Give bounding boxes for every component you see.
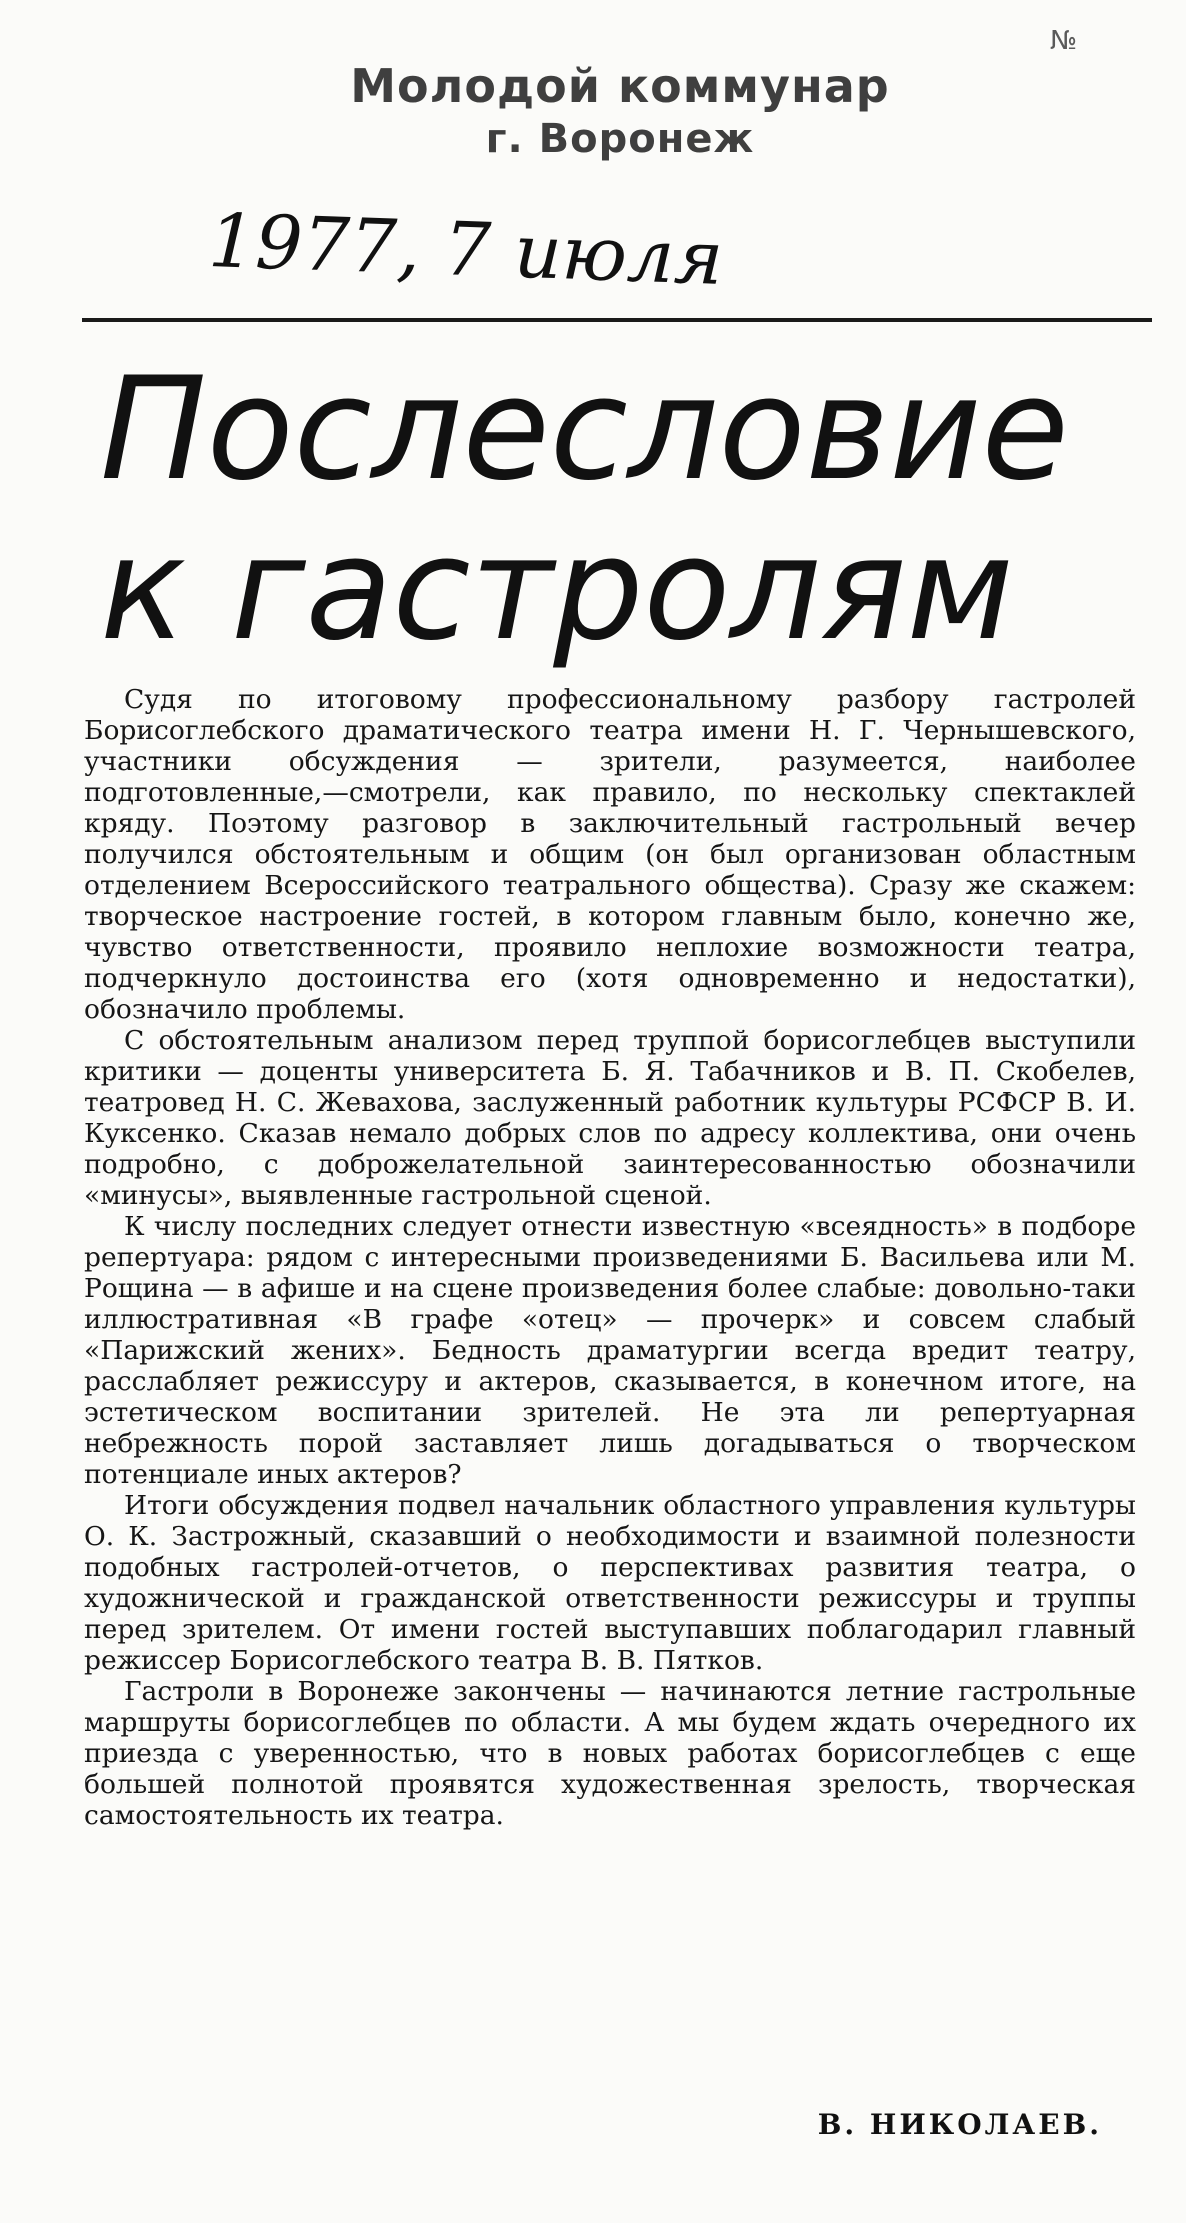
- article-paragraph-3: К числу последних следует отнести известную «всеядность» в подборе репертуара: рядом с интересными произведениями Б. Васильева или М. Рощина — в афише и на сцене произведения более слабые: довольно-таки иллюстративная «В графе «отец» — прочерк» и совсем слабый «Парижский жених». Бедность драматургии всегда вредит театру, расслабляет режиссуру и актеров, сказывается, в конечном итоге, на эстетическом воспитании зрителей. Не эта ли репертуарная небрежность порой заставляет лишь догадываться о творческом потенциале иных актеров?: [84, 1211, 1136, 1490]
- article-paragraph-1: Судя по итоговому профессиональному разбору гастролей Борисоглебского драматического театра имени Н. Г. Чернышевского, участники обсуждения — зрители, разумеется, наиболее подготовленные,—смотрели, как правило, по нескольку спектаклей кряду. Поэтому разговор в заключительный гастрольный вечер получился обстоятельным и общим (он был организован областным отделением Всероссийского театрального общества). Сразу же скажем: творческое настроение гостей, в котором главным было, конечно же, чувство ответственности, проявило неплохие возможности театра, подчеркнуло достоинства его (хотя одновременно и недостатки), обозначило проблемы.: [84, 684, 1136, 1025]
- article-paragraph-2: С обстоятельным анализом перед труппой борисоглебцев выступили критики — доценты университета Б. Я. Табачников и В. П. Скобелев, театровед Н. С. Жевахова, заслуженный работник культуры РСФСР В. И. Куксенко. Сказав немало добрых слов по адресу коллектива, они очень подробно, с доброжелательной заинтересованностью обозначили «минусы», выявленные гастрольной сценой.: [84, 1025, 1136, 1211]
- article-paragraph-5: Гастроли в Воронеже закончены — начинаются летние гастрольные маршруты борисоглебцев по области. А мы будем ждать очередного их приезда с уверенностью, что в новых работах борисоглебцев с еще большей полнотой проявятся художественная зрелость, творческая самостоятельность их театра.: [84, 1676, 1136, 1831]
- headline-line-1: Послесловие: [100, 347, 1069, 512]
- newspaper-stamp: [300, 58, 940, 164]
- header-rule: [82, 318, 1152, 322]
- handwritten-date: 1977, 7 июля: [206, 198, 725, 302]
- article-paragraph-4: Итоги обсуждения подвел начальник областного управления культуры О. К. Застрожный, сказавший о необходимости и взаимной полезности подобных гастролей-отчетов, о перспективах развития театра, о художнической и гражданской ответственности режиссуры и труппы перед зрителем. От имени гостей выступавших поблагодарил главный режиссер Борисоглебского театра В. В. Пятков.: [84, 1490, 1136, 1676]
- stamp-newspaper-name: Молодой коммунар: [350, 59, 890, 113]
- stamp-city: г. Воронеж: [485, 116, 755, 162]
- headline-line-2: к гастролям: [100, 507, 1014, 672]
- article-headline: [100, 347, 1140, 672]
- article-body: [84, 684, 1136, 1831]
- author-signature: В. НИКОЛАЕВ.: [817, 2108, 1102, 2141]
- corner-number-mark: №: [1050, 26, 1078, 56]
